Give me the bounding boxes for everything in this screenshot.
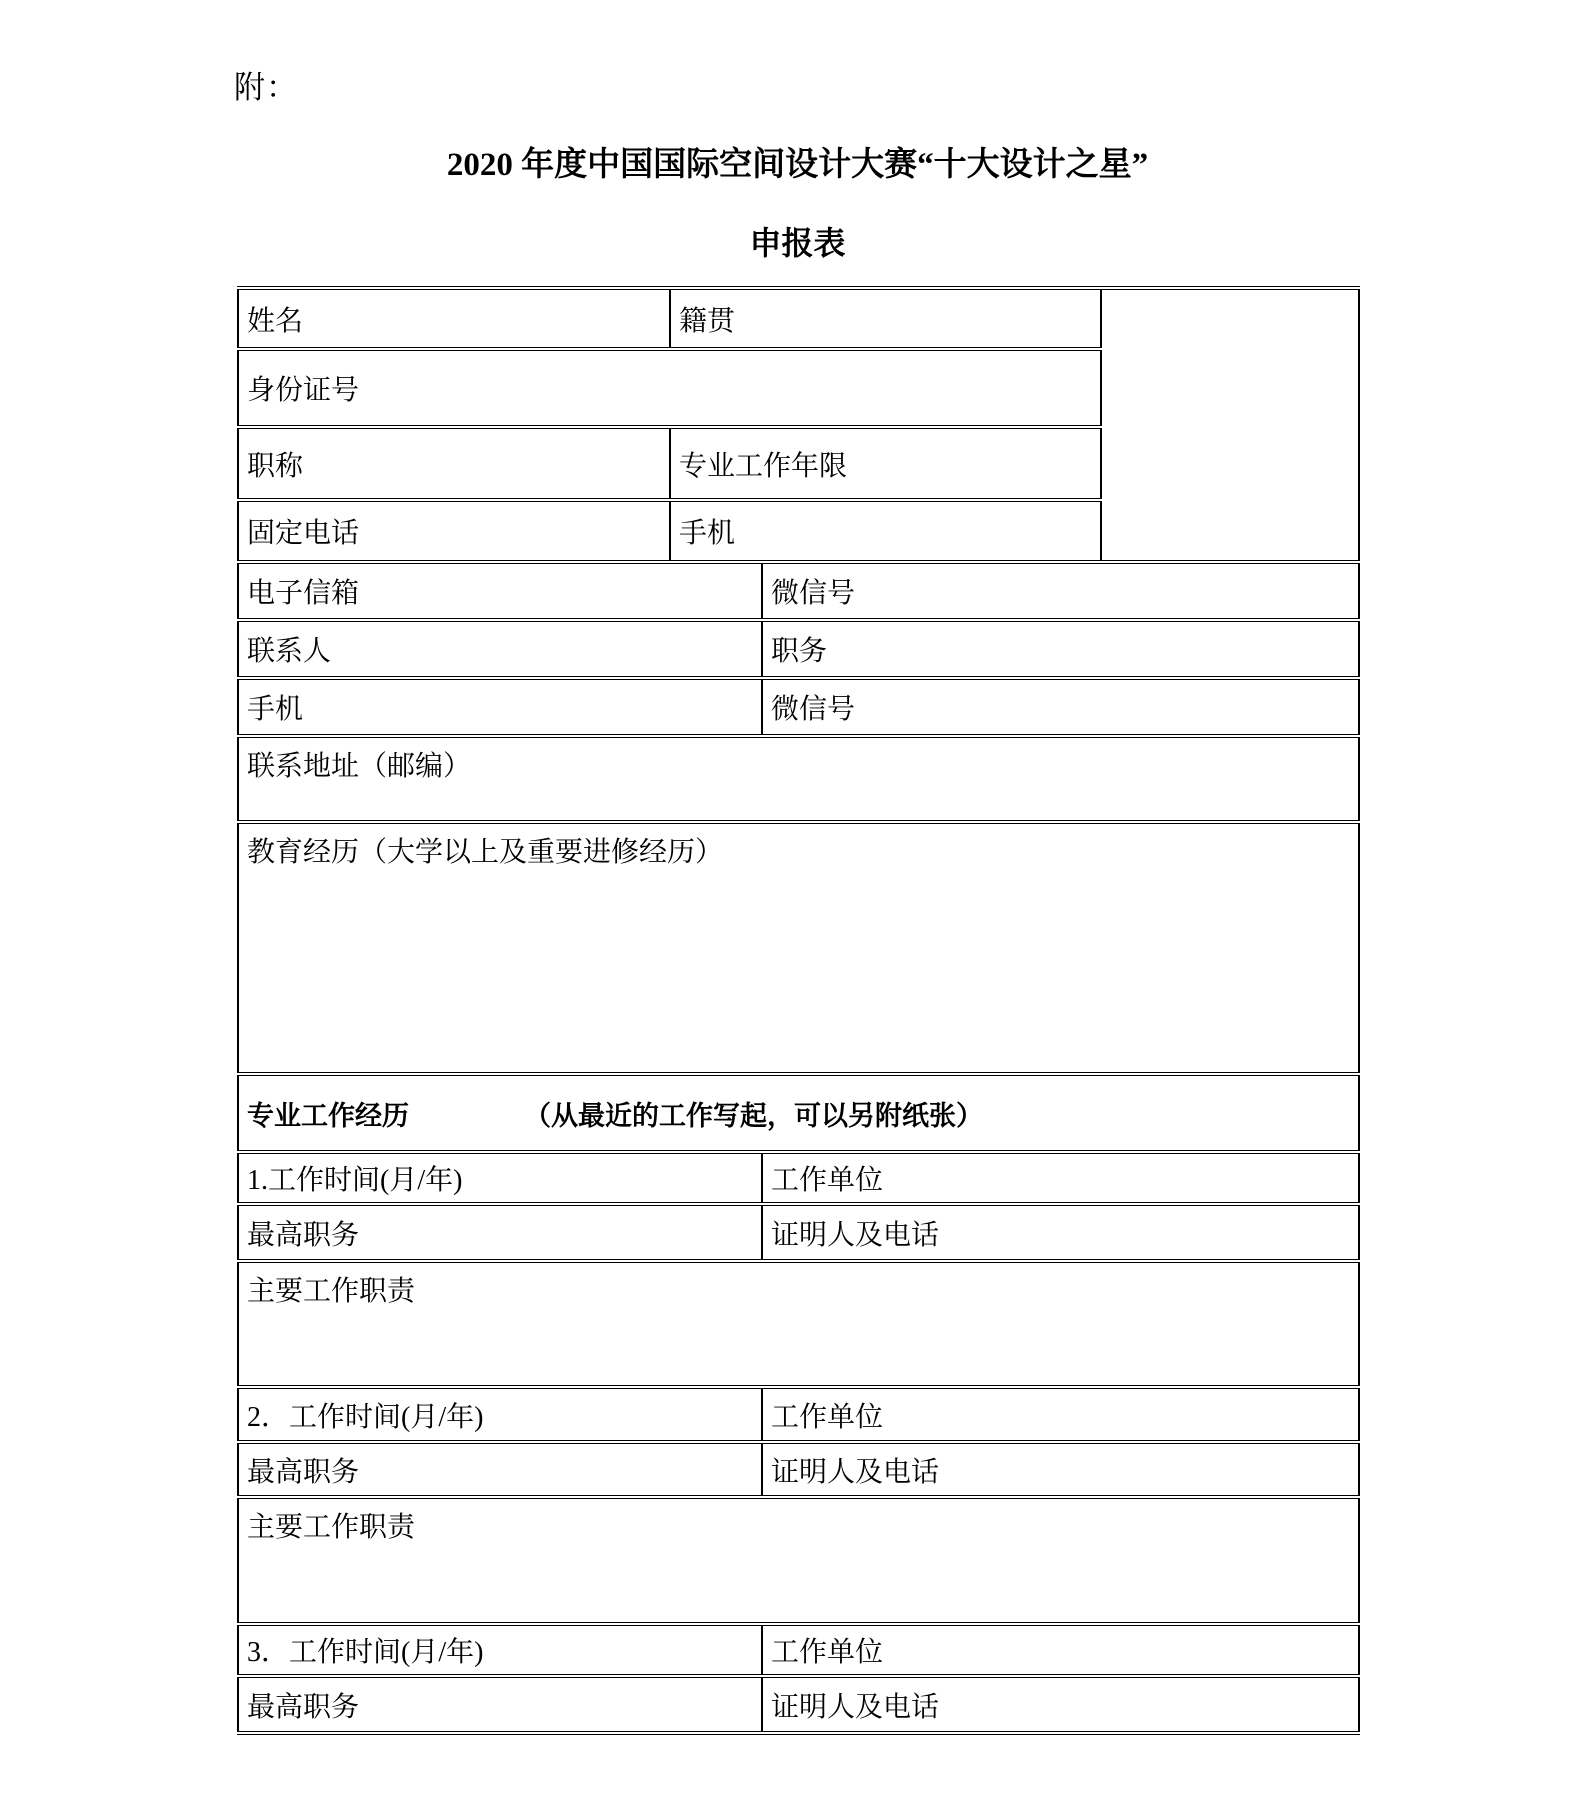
cell-work3-time[interactable] [238, 1624, 762, 1676]
label-contact-wechat: 微信号 [771, 694, 856, 725]
cell-education[interactable] [238, 822, 1359, 1074]
label-id-number: 身份证号 [247, 375, 360, 406]
cell-work1-time[interactable] [238, 1152, 762, 1204]
label-work-years: 专业工作年限 [679, 450, 848, 482]
cell-work3-employer[interactable] [762, 1624, 1359, 1676]
cell-work3-highest-position[interactable] [238, 1676, 762, 1733]
label-work1-highest-position: 最高职务 [247, 1219, 360, 1251]
label-name: 姓名 [247, 305, 304, 337]
label-work3-highest-position: 最高职务 [247, 1691, 360, 1723]
label-email: 电子信箱 [247, 578, 360, 609]
label-professional-title: 职称 [247, 450, 304, 482]
cell-work1-reference[interactable] [762, 1204, 1359, 1261]
label-work1-reference: 证明人及电话 [771, 1219, 940, 1251]
cell-landline[interactable] [238, 500, 670, 562]
cell-professional-title[interactable] [238, 427, 670, 500]
photo-box[interactable] [1101, 288, 1359, 562]
form-title: 申报表 [749, 225, 846, 261]
cell-native-place[interactable] [670, 288, 1101, 349]
work-section-hint: （从最近的工作写起，可以另附纸张） [524, 1100, 983, 1131]
cell-name[interactable] [238, 288, 670, 349]
label-contact-person: 联系人 [247, 636, 332, 667]
cell-work-years[interactable] [670, 427, 1101, 500]
cell-work2-highest-position[interactable] [238, 1442, 762, 1497]
cell-work2-reference[interactable] [762, 1442, 1359, 1497]
cell-id-number[interactable] [238, 349, 1101, 427]
label-landline: 固定电话 [247, 518, 360, 549]
cell-contact-wechat[interactable] [762, 678, 1359, 736]
label-work3-employer: 工作单位 [771, 1637, 884, 1668]
label-work2-highest-position: 最高职务 [247, 1456, 360, 1488]
cell-wechat[interactable] [762, 562, 1359, 620]
attachment-label: 附： [234, 70, 298, 105]
label-work2-reference: 证明人及电话 [771, 1456, 940, 1488]
cell-address[interactable] [238, 736, 1359, 822]
cell-work3-reference[interactable] [762, 1676, 1359, 1733]
label-work1-time: 1.工作时间(月/年) [247, 1165, 463, 1196]
cell-contact-mobile[interactable] [238, 678, 762, 736]
label-work2-time: 2．工作时间(月/年) [247, 1401, 484, 1433]
cell-work1-highest-position[interactable] [238, 1204, 762, 1261]
label-work2-duties: 主要工作职责 [247, 1512, 416, 1543]
label-mobile: 手机 [679, 518, 736, 549]
label-contact-mobile: 手机 [247, 694, 304, 725]
label-work3-time: 3．工作时间(月/年) [247, 1637, 484, 1668]
cell-contact-position[interactable] [762, 620, 1359, 678]
label-work1-employer: 工作单位 [771, 1165, 884, 1196]
cell-work1-duties[interactable] [238, 1261, 1359, 1387]
label-contact-position: 职务 [771, 636, 828, 667]
cell-work1-employer[interactable] [762, 1152, 1359, 1204]
cell-contact-person[interactable] [238, 620, 762, 678]
label-education: 教育经历（大学以上及重要进修经历） [247, 837, 724, 868]
cell-mobile[interactable] [670, 500, 1101, 562]
page-title: 2020 年度中国国际空间设计大赛“十大设计之星” [446, 147, 1149, 183]
label-wechat: 微信号 [771, 578, 856, 609]
label-address: 联系地址（邮编） [247, 751, 472, 782]
label-work3-reference: 证明人及电话 [771, 1691, 940, 1723]
label-work2-employer: 工作单位 [771, 1401, 884, 1433]
cell-work-section-heading [238, 1074, 1359, 1152]
work-section-heading: 专业工作经历 [247, 1100, 409, 1131]
cell-email[interactable] [238, 562, 762, 620]
label-native-place: 籍贯 [679, 305, 736, 337]
cell-work2-employer[interactable] [762, 1387, 1359, 1442]
application-table [237, 286, 1360, 1735]
label-work1-duties: 主要工作职责 [247, 1276, 416, 1307]
cell-work2-time[interactable] [238, 1387, 762, 1442]
cell-work2-duties[interactable] [238, 1497, 1359, 1624]
